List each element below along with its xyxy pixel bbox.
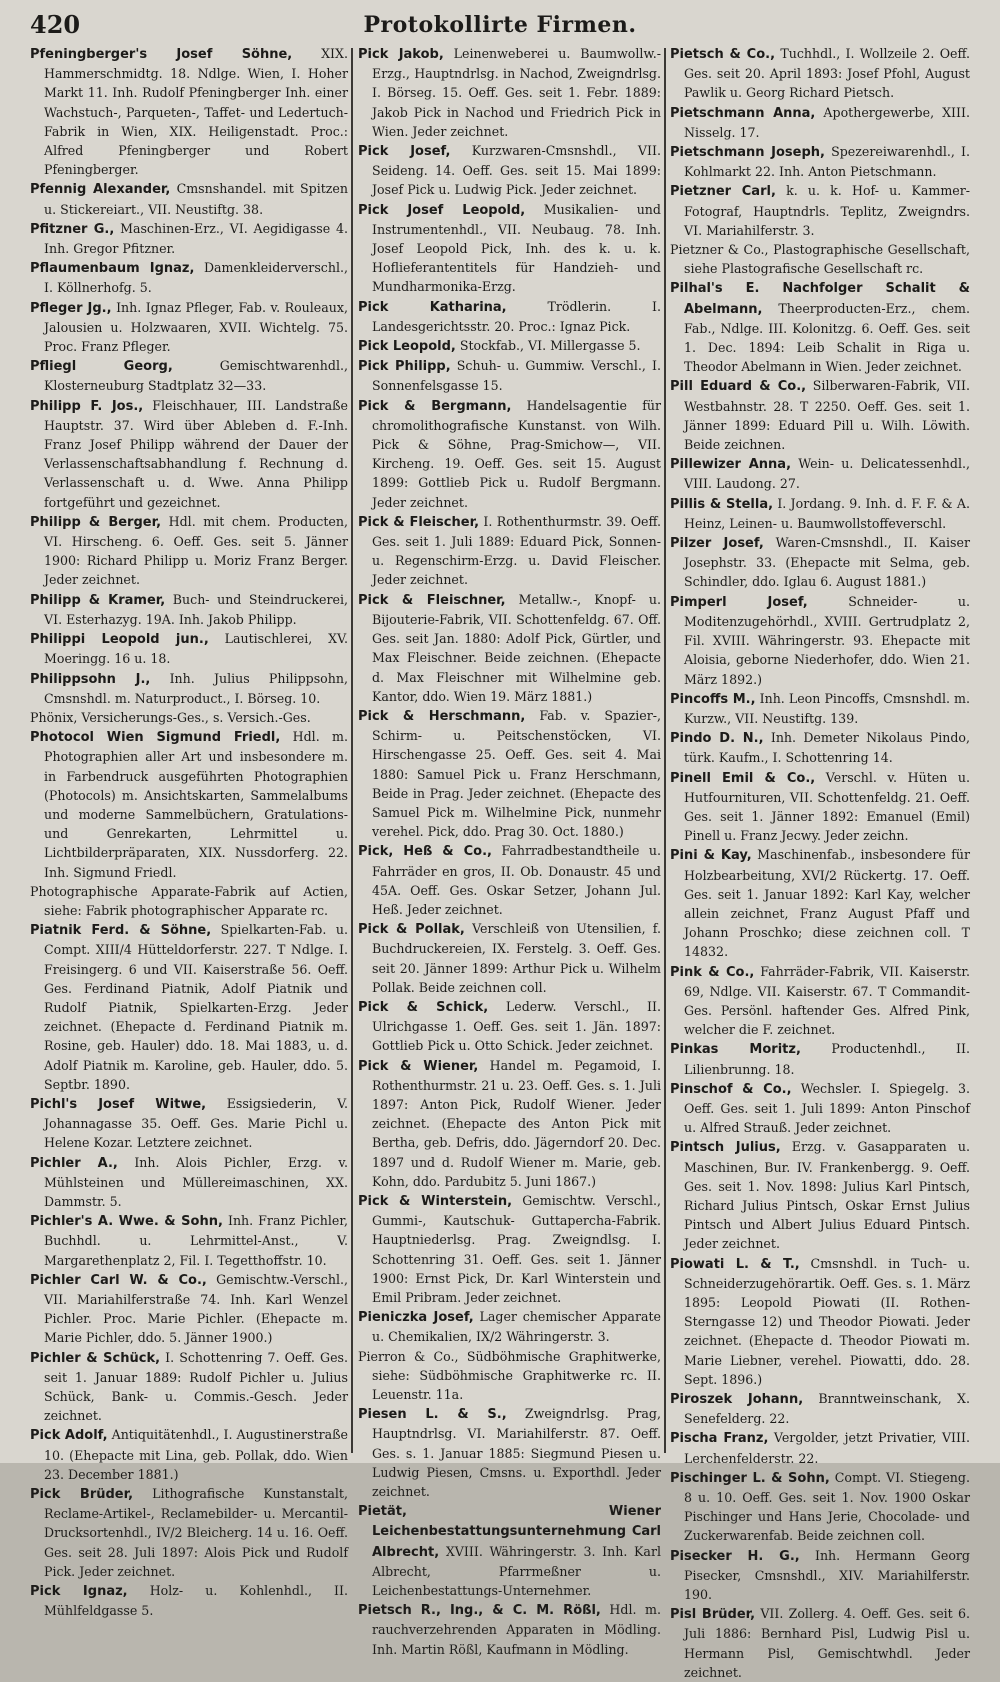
firm-entry: [30, 1211, 348, 1270]
firm-name: Pindo D. N.,: [670, 731, 764, 747]
firm-details: Pierron & Co., Südböhmische Graphitwerke, siehe: Südböhmische Graphitwerke rc. II. Leuenstr. 11a.: [358, 1348, 661, 1403]
firm-entry: [670, 1389, 970, 1428]
firm-details: Stockfab., VI. Millergasse 5.: [459, 338, 641, 354]
page-title: Protokollirte Firmen.: [363, 12, 637, 38]
firm-name: Piatnik Ferd. & Söhne,: [30, 923, 212, 939]
firm-name: Pimperl Josef,: [670, 594, 808, 610]
firm-entry: [670, 845, 970, 961]
firm-details: Phönix, Versicherungs-Ges., s. Versich.-Ges.: [30, 709, 311, 725]
firm-details: Trödlerin. I. Landesgerichtsstr. 20. Proc.: Ignaz Pick.: [372, 298, 661, 334]
firm-entry: [358, 141, 661, 200]
firm-name: Pick Josef,: [358, 144, 451, 160]
firm-name: Pick & Fleischner,: [358, 592, 506, 608]
firm-name: Pick & Winterstein,: [358, 1193, 513, 1209]
firm-details: Pietzner & Co., Plastographische Gesellschaft, siehe Plastografische Gesellschaft rc.: [670, 242, 970, 277]
firm-entry: [30, 356, 348, 395]
firm-details: Damenkleiderverschl., I. Köllnerhofg. 5.: [44, 260, 348, 296]
firm-entry: [358, 1307, 661, 1346]
firm-details: I. Schottenring 7. Oeff. Ges. seit 1. Januar 1889: Rudolf Pichler u. Julius Schück, Bank- u. Commis.-Gesch. Jeder zeichnet.: [44, 1349, 348, 1424]
firm-name: Pick Brüder,: [30, 1487, 134, 1503]
firm-details: Tuchhdl., I. Wollzeile 2. Oeff. Ges. seit 20. April 1893: Josef Pfohl, August Pawlik u. Georg Richard Pietsch.: [684, 46, 970, 101]
firm-details: k. u. k. Hof- u. Kammer-Fotograf, Hauptndrls. Teplitz, Zweigndrs. VI. Mariahilferstr. 3.: [684, 183, 971, 238]
firm-entry: [670, 376, 970, 454]
firm-name: Pill Eduard & Co.,: [670, 379, 807, 395]
firm-details: Wein- u. Delicatessenhdl., VIII. Laudong. 27.: [684, 456, 970, 492]
firm-entry: [30, 727, 348, 882]
firm-details: Apothergewerbe, XIII. Nisselg. 17.: [684, 104, 970, 140]
firm-details: Compt. VI. Stiegeng. 8 u. 10. Oeff. Ges. seit 1. Nov. 1900 Oskar Pischinger und Hans Jerie, Chocolade- und Zuckerwarenfab. Beide zeichnen coll.: [684, 1469, 970, 1544]
firm-name: Pichler's A. Wwe. & Sohn,: [30, 1214, 223, 1230]
firm-details: Photographische Apparate-Fabrik auf Actien, siehe: Fabrik photographischer Apparate rc.: [30, 883, 348, 918]
firm-details: Gemischtw. Verschl., Gummi-, Kautschuk- Guttapercha-Fabrik. Hauptniederlsg. Prag. Zweigndlsg. I. Schottenring 31. Oeff. Ges. seit 1. Jänner 1900: Ernst Pick, Dr. Karl Winterstein und Emil Pribram. Jeder zeichnet.: [372, 1192, 661, 1305]
firm-name: Piowati L. & T.,: [670, 1256, 800, 1272]
firm-details: Gemischtwarenhdl., Klosterneuburg Stadtplatz 32—33.: [44, 358, 348, 394]
firm-details: Theerproducten-Erz., chem. Fab., Ndlge. III. Kolonitzg. 6. Oeff. Ges. seit 1. Dec. 1894: Leib Schalit in Riga u. Theodor Abelmann in Wien. Jeder zeichnet.: [684, 300, 970, 375]
firm-entry: [670, 44, 970, 103]
firm-name: Pflaumenbaum Ignaz,: [30, 261, 195, 277]
firm-name: Philipp & Kramer,: [30, 592, 166, 608]
firm-details: Wechsler. I. Spiegelg. 3. Oeff. Ges. seit 1. Juli 1899: Anton Pinschof u. Alfred Strauß. Jeder zeichnet.: [684, 1080, 970, 1136]
firm-details: XIX. Hammerschmidtg. 18. Ndlge. Wien, I. Hoher Markt 11. Inh. Rudolf Pfeningberger Inh. einer Wachstuch-, Parqueten-, Taffet- und Ledertuch-Fabrik in Wien, XIX. Heiligenstadt. Proc.: Alfred Pfeningberger und Robert Pfeningberger.: [44, 46, 348, 178]
firm-details: Verschl. v. Hüten u. Hutfournituren, VII. Schottenfeldg. 21. Oeff. Ges. seit 1. Jänner 1892: Emanuel (Emil) Pinell u. Franz Jecwy. Jeder zeichn.: [684, 769, 970, 844]
firm-entry: [30, 708, 348, 727]
firm-entry: [670, 1468, 970, 1546]
firm-entry: [670, 278, 970, 376]
column-1: [30, 44, 348, 1619]
firm-details: Hdl. m. Photographien aller Art und insbesondere m. in Farbendruck ausgeführten Photographien (Photocols) m. Ansichtskarten, Sammelalbums und moderne Sammelbüchern, Gratulations- und Genrekarten, Lehrmittel u. Lichtbilderpräparaten, XIX. Nussdorferg. 22. Inh. Sigmund Friedl.: [44, 729, 348, 880]
firm-entry: [670, 962, 970, 1040]
firm-entry: [670, 1254, 970, 1389]
firm-name: Pick & Fleischer,: [358, 514, 480, 530]
firm-entry: [30, 396, 348, 512]
firm-entry: [358, 706, 661, 841]
firm-entry: [358, 1501, 661, 1600]
firm-entry: [670, 142, 970, 181]
firm-details: XVIII. Währingerstr. 3. Inh. Karl Albrecht, Pfarrmeßner u. Leichenbestattungs-Unternehmer.: [372, 1543, 661, 1599]
firm-name: Pfeningberger's Josef Söhne,: [30, 47, 293, 62]
firm-details: Maschinenfab., insbesondere für Holzbearbeitung, XVI/2 Rückertg. 17. Oeff. Ges. seit 1. Januar 1892: Karl Kay, welcher allein zeichnet, Franz August Pfaff und Johann Proschko; diese zeichnen coll. T 14832.: [684, 847, 971, 960]
firm-details: Inh. Hermann Georg Pisecker, Cmsnshdl., XIV. Mariahilferstr. 190.: [684, 1547, 970, 1603]
firm-entry: [358, 297, 661, 336]
firm-name: Pillewizer Anna,: [670, 457, 792, 473]
firm-name: Philippi Leopold jun.,: [30, 632, 209, 648]
column-2: [358, 44, 661, 1657]
firm-details: Fahrräder-Fabrik, VII. Kaiserstr. 69, Ndlge. VII. Kaiserstr. 67. T Commandit-Ges. Persönl. haftender Ges. Alfred Pink, welcher die F. zeichnet.: [684, 963, 971, 1038]
firm-name: Pick & Wiener,: [358, 1058, 479, 1074]
firm-details: Handel m. Pegamoid, I. Rothenthurmstr. 21 u. 23. Oeff. Ges. s. 1. Juli 1897: Anton Pick, Rudolf Wiener. Jeder zeichnet. (Ehepacte des Anton Pick mit Bertha, geb. Defris, ddo. Jägerndorf 20. Dec. 1897 und d. Rudolf Wiener m. Marie, geb. Kohn, ddo. Pardubitz 5. Juni 1867.): [372, 1057, 661, 1189]
firm-details: Productenhdl., II. Lilienbrunng. 18.: [684, 1041, 971, 1077]
firm-entry: [30, 258, 348, 297]
firm-entry: [670, 1428, 970, 1467]
firm-entry: [358, 1056, 661, 1191]
firm-details: Cmsnshandel. mit Spitzen u. Stickereiart., VII. Neustiftg. 38.: [44, 181, 348, 217]
firm-name: Piesen L. & S.,: [358, 1407, 507, 1423]
firm-details: Inh. Alois Pichler, Erzg. v. Mühlsteinen und Müllereimaschinen, XX. Dammstr. 5.: [44, 1154, 348, 1209]
firm-entry: [30, 1348, 348, 1426]
firm-name: Pinschof & Co.,: [670, 1081, 792, 1097]
firm-name: Philipp F. Jos.,: [30, 398, 144, 414]
firm-details: Inh. Franz Pichler, Buchhdl. u. Lehrmittel-Anst., V. Margarethenplatz 2, Fil. I. Tegetthoffstr. 10.: [44, 1213, 348, 1268]
firm-entry: [670, 103, 970, 142]
firm-name: Pieniczka Josef,: [358, 1310, 474, 1326]
firm-name: Pisecker H. G.,: [670, 1548, 800, 1564]
firm-details: Spielkarten-Fab. u. Compt. XIII/4 Hütteldorferstr. 227. T Ndlge. I. Freisingerg. 6 und VII. Kaiserstraße 56. Oeff. Ges. Ferdinand Piatnik, Adolf Piatnik und Rudolf Piatnik, Spielkarten-Erzg. Jeder zeichnet. (Ehepacte d. Ferdinand Piatnik m. Rosine, geb. Hauler) ddo. 18. Mai 1883, u. d. Adolf Piatnik m. Karoline, geb. Hauler, ddo. 5. Septbr. 1890.: [44, 922, 348, 1092]
firm-details: Metallw.-, Knopf- u. Bijouterie-Fabrik, VII. Schottenfeldg. 67. Off. Ges. seit Jan. 1880: Adolf Pick, Gürtler, und Max Fleischner. Beide zeichnen. (Ehepacte d. Max Fleischner mit Wilhelmine geb. Kantor, ddo. Wien 19. März 1881.): [372, 591, 661, 704]
firm-name: Pick Josef Leopold,: [358, 202, 526, 218]
firm-details: Erzg. v. Gasapparaten u. Maschinen, Bur. IV. Frankenbergg. 9. Oeff. Ges. seit 1. Nov. 1898: Julius Karl Pintsch, Richard Julius Pintsch, Oskar Ernst Julius Pintsch und Albert Julius Eduard Pintsch. Jeder zeichnet.: [684, 1139, 970, 1252]
firm-entry: [358, 44, 661, 141]
firm-entry: [670, 1079, 970, 1138]
firm-details: Fab. v. Spazier-, Schirm- u. Peitschenstöcken, VI. Hirschengasse 25. Oeff. Ges. seit 4. Mai 1880: Samuel Pick u. Franz Herschmann, Beide in Prag. Jeder zeichnet. (Ehepacte des Samuel Pick m. Wilhelmine Pick, nunmehr verehel. Pick, ddo. Prag 30. Oct. 1880.): [372, 707, 661, 840]
firm-name: Pintsch Julius,: [670, 1140, 781, 1156]
firm-entry: [670, 728, 970, 767]
firm-entry: [358, 1600, 661, 1659]
firm-details: Holz- u. Kohlenhdl., II. Mühlfeldgasse 5.: [44, 1583, 348, 1619]
firm-details: Schneider- u. Moditenzugehörhdl., XVIII. Gertrudplatz 2, Fil. XVIII. Währingerstr. 93. Ehepacte mit Aloisia, geborne Niederhofer, ddo. Wien 21. März 1892.): [684, 593, 970, 687]
firm-name: Pick Leopold,: [358, 339, 456, 355]
firm-name: Philipp & Berger,: [30, 514, 162, 530]
firm-details: Cmsnshdl. in Tuch- u. Schneiderzugehörartik. Oeff. Ges. s. 1. März 1895: Leopold Piowati (II. Rothen-Sterngasse 12) und Theodor Piowati. Jeder zeichnet. (Ehepacte d. Theodor Piowati m. Marie Liebner, verehel. Piowatti, ddo. 28. Sept. 1896.): [684, 1255, 970, 1387]
firm-entry: [670, 454, 970, 493]
firm-entry: [30, 1270, 348, 1348]
column-divider: [351, 48, 353, 1453]
firm-details: Vergolder, jetzt Privatier, VIII. Lerchenfelderstr. 22.: [684, 1430, 970, 1466]
firm-details: Leinenweberei u. Baumwollw.-Erzg., Hauptndrlsg. in Nachod, Zweigndrlsg. I. Börseg. 15. Oeff. Ges. seit 1. Febr. 1889: Jakob Pick in Nachod und Friedrich Pick in Wien. Jeder zeichnet.: [372, 46, 661, 139]
firm-name: Pilhal's E. Nachfolger Schalit & Abelmann,: [670, 281, 970, 317]
firm-name: Pichler & Schück,: [30, 1350, 161, 1366]
firm-name: Pietät, Wiener Leichenbestattungsunternehmung Carl Albrecht,: [358, 1504, 661, 1560]
firm-entry: [358, 919, 661, 997]
firm-entry: [358, 336, 661, 356]
firm-entry: [670, 1137, 970, 1253]
firm-details: Lederw. Verschl., II. Ulrichgasse 1. Oeff. Ges. seit 1. Jän. 1897: Gottlieb Pick u. Otto Schick. Jeder zeichnet.: [372, 998, 661, 1054]
firm-name: Photocol Wien Sigmund Friedl,: [30, 730, 281, 746]
firm-details: Buch- und Steindruckerei, VI. Esterhazyg. 19A. Inh. Jakob Philipp.: [44, 591, 348, 627]
firm-name: Pietzner Carl,: [670, 184, 776, 200]
firm-name: Pink & Co.,: [670, 964, 755, 980]
firm-entry: [358, 841, 661, 919]
firm-name: Pick & Bergmann,: [358, 398, 512, 414]
firm-details: Lager chemischer Apparate u. Chemikalien, IX/2 Währingerstr. 3.: [372, 1309, 661, 1345]
firm-name: Pick & Schick,: [358, 999, 489, 1015]
firm-entry: [358, 997, 661, 1056]
firm-name: Pfennig Alexander,: [30, 182, 171, 198]
firm-details: Hdl. mit chem. Producten, VI. Hirscheng. 6. Oeff. Ges. seit 5. Jänner 1900: Richard Philipp u. Moriz Franz Berger. Jeder zeichnet.: [44, 513, 348, 588]
firm-details: Inh. Julius Philippsohn, Cmsnshdl. m. Naturproduct., I. Börseg. 10.: [44, 670, 348, 706]
firm-name: Pilzer Josef,: [670, 536, 764, 552]
firm-entry: [670, 1604, 970, 1682]
firm-entry: [30, 920, 348, 1094]
firm-entry: [358, 590, 661, 706]
firm-details: Inh. Demeter Nikolaus Pindo, türk. Kaufm., I. Schottenring 14.: [684, 730, 970, 766]
firm-details: Fahrradbestandtheile u. Fahrräder en gros, II. Ob. Donaustr. 45 und 45A. Oeff. Ges. Oskar Setzer, Johann Jul. Heß. Jeder zeichnet.: [372, 843, 661, 917]
firm-name: Pisl Brüder,: [670, 1607, 756, 1623]
firm-entry: [358, 356, 661, 395]
firm-entry: [358, 396, 661, 512]
firm-details: Zweigndrlsg. Prag, Hauptndrlsg. VI. Mariahilferstr. 87. Oeff. Ges. s. 1. Januar 1885: Siegmund Piesen u. Ludwig Piesen, Cmsns. u. Exporthdl. Jeder zeichnet.: [372, 1406, 661, 1500]
firm-details: Schuh- u. Gummiw. Verschl., I. Sonnenfelsgasse 15.: [372, 358, 661, 394]
firm-name: Pichler A.,: [30, 1155, 118, 1171]
column-3: [670, 44, 971, 1680]
firm-name: Pichler Carl W. & Co.,: [30, 1272, 207, 1288]
firm-details: Gemischtw.-Verschl., VII. Mariahilferstraße 74. Inh. Karl Wenzel Pichler. Proc. Marie Pichler. (Ehepacte m. Marie Pichler, ddo. 5. Jänner 1900.): [44, 1271, 348, 1346]
firm-details: Branntweinschank, X. Senefelderg. 22.: [684, 1391, 970, 1427]
column-divider: [664, 48, 666, 1453]
firm-name: Pietsch R., Ing., & C. M. Rößl,: [358, 1603, 601, 1619]
firm-details: Lithografische Kunstanstalt, Reclame-Artikel-, Reclamebilder- u. Mercantil-Drucksortenhdl., IV/2 Bleicherg. 14 u. 16. Oeff. Ges. seit 28. Juli 1897: Alois Pick und Rudolf Pick. Jeder zeichnet.: [44, 1486, 348, 1579]
firm-entry: [30, 44, 348, 179]
firm-name: Pinell Emil & Co.,: [670, 770, 816, 786]
firm-name: Pfliegl Georg,: [30, 359, 173, 375]
firm-entry: [30, 298, 348, 357]
firm-name: Pietschmann Anna,: [670, 105, 816, 121]
firm-entry: [670, 592, 970, 689]
firm-name: Pfleger Jg.,: [30, 300, 112, 316]
firm-name: Pick, Heß & Co.,: [358, 844, 492, 860]
firm-name: Pincoffs M.,: [670, 691, 756, 707]
firm-entry: [30, 512, 348, 590]
firm-entry: [358, 200, 661, 297]
firm-entry: [30, 590, 348, 629]
firm-details: Musikalien- und Instrumentenhdl., VII. Neubaug. 78. Inh. Josef Leopold Pick, Inh. des k. u. k. Hoflieferantentitels für Handzieh- und Mundharmonika-Erzg.: [372, 201, 661, 295]
firm-entry: [30, 1153, 348, 1212]
firm-entry: [670, 494, 970, 533]
firm-name: Pinkas Moritz,: [670, 1042, 801, 1058]
firm-entry: [670, 240, 970, 278]
page-header: [0, 0, 1000, 44]
firm-name: Pick Ignaz,: [30, 1584, 128, 1600]
firm-details: Fleischhauer, III. Landstraße Hauptstr. 37. Wird über Ableben d. F.-Inh. Franz Josef Philipp während der Dauer der Verlassenschaftsabhandlung f. Rechnung d. Verlassenschaft u. d. Wwe. Anna Philipp fortgeführt und gezeichnet.: [44, 397, 348, 510]
firm-entry: [358, 1191, 661, 1307]
firm-details: Handelsagentie für chromolithografische Kunstanst. von Wilh. Pick & Söhne, Prag-Smichow—, VII. Kircheng. 19. Oeff. Ges. seit 15. August 1899: Gottlieb Pick u. Rudolf Bergmann. Jeder zeichnet.: [372, 397, 661, 510]
firm-details: Maschinen-Erz., VI. Aegidigasse 4. Inh. Gregor Pfitzner.: [44, 220, 348, 257]
firm-name: Pick Katharina,: [358, 299, 507, 315]
firm-entry: [670, 768, 970, 846]
firm-name: Philippsohn J.,: [30, 671, 151, 687]
firm-details: I. Jordang. 9. Inh. d. F. F. & A. Heinz, Leinen- u. Baumwollstoffeverschl.: [684, 495, 970, 531]
page-number: 420: [30, 10, 81, 39]
firm-name: Pick Philipp,: [358, 359, 451, 375]
firm-entry: [30, 179, 348, 218]
firm-details: Waren-Cmsnshdl., II. Kaiser Josephstr. 33. (Ehepacte mit Selma, geb. Schindler, ddo. Iglau 6. August 1881.): [684, 535, 970, 590]
firm-entry: [30, 882, 348, 920]
firm-entry: [30, 1094, 348, 1153]
firm-details: I. Rothenthurmstr. 39. Oeff. Ges. seit 1. Juli 1889: Eduard Pick, Sonnen- u. Regenschirm-Erzg. u. David Fleischer. Jeder zeichnet.: [372, 513, 661, 588]
firm-entry: [670, 1546, 970, 1605]
firm-details: Inh. Leon Pincoffs, Cmsnshdl. m. Kurzw., VII. Neustiftg. 139.: [684, 690, 970, 726]
firm-details: Antiquitätenhdl., I. Augustinerstraße 10. (Ehepacte mit Lina, geb. Pollak, ddo. Wien 23. December 1881.): [44, 1427, 348, 1482]
firm-name: Pischa Franz,: [670, 1431, 769, 1447]
firm-name: Piroszek Johann,: [670, 1392, 804, 1408]
firm-entry: [30, 1484, 348, 1581]
firm-details: Silberwaren-Fabrik, VII. Westbahnstr. 28. T 2250. Oeff. Ges. seit 1. Jänner 1899: Eduard Pill u. Wilh. Löwith. Beide zeichnen.: [684, 378, 970, 453]
firm-details: Verschleiß von Utensilien, f. Buchdruckereien, IX. Ferstelg. 3. Oeff. Ges. seit 20. Jänner 1899: Arthur Pick u. Wilhelm Pollak. Beide zeichnen coll.: [372, 921, 661, 995]
firm-name: Pick Jakob,: [358, 47, 444, 62]
firm-name: Pietschmann Joseph,: [670, 145, 825, 161]
firm-entry: [30, 219, 348, 258]
firm-details: Lautischlerei, XV. Moeringg. 16 u. 18.: [44, 631, 348, 667]
firm-name: Pick & Pollak,: [358, 922, 465, 938]
firm-details: VII. Zollerg. 4. Oeff. Ges. seit 6. Juli 1886: Bernhard Pisl, Ludwig Pisl u. Hermann Pisl, Gemischtwhdl. Jeder zeichnet.: [684, 1606, 970, 1680]
firm-entry: [30, 1581, 348, 1620]
firm-name: Pietsch & Co.,: [670, 47, 776, 62]
firm-entry: [358, 1404, 661, 1501]
firm-entry: [30, 629, 348, 668]
firm-details: Inh. Ignaz Pfleger, Fab. v. Rouleaux, Jalousien u. Holzwaaren, XVII. Wichtelg. 75. Proc. Franz Pfleger.: [44, 299, 348, 355]
firm-details: Spezereiwarenhdl., I. Kohlmarkt 22. Inh. Anton Pietschmann.: [684, 144, 970, 180]
firm-name: Pini & Kay,: [670, 848, 752, 864]
firm-name: Pfitzner G.,: [30, 221, 115, 237]
firm-details: Essigsiederin, V. Johannagasse 35. Oeff. Ges. Marie Pichl u. Helene Kozar. Letztere zeichnet.: [44, 1095, 348, 1151]
firm-entry: [358, 1347, 661, 1405]
firm-name: Pischinger L. & Sohn,: [670, 1470, 830, 1486]
firm-entry: [670, 533, 970, 592]
firm-name: Pichl's Josef Witwe,: [30, 1096, 207, 1112]
firm-entry: [670, 689, 970, 728]
firm-entry: [30, 1425, 348, 1484]
firm-entry: [30, 669, 348, 708]
firm-details: Hdl. m. rauchverzehrenden Apparaten in Mödling. Inh. Martin Rößl, Kaufmann in Mödling.: [372, 1602, 661, 1657]
firm-name: Pick & Herschmann,: [358, 708, 526, 724]
firm-details: Kurzwaren-Cmsnshdl., VII. Seideng. 14. Oeff. Ges. seit 15. Mai 1899: Josef Pick u. Ludwig Pick. Jeder zeichnet.: [372, 143, 661, 198]
firm-name: Pillis & Stella,: [670, 496, 774, 512]
firm-entry: [358, 512, 661, 590]
firm-entry: [670, 181, 970, 240]
firm-name: Pick Adolf,: [30, 1428, 108, 1444]
firm-entry: [670, 1039, 970, 1078]
